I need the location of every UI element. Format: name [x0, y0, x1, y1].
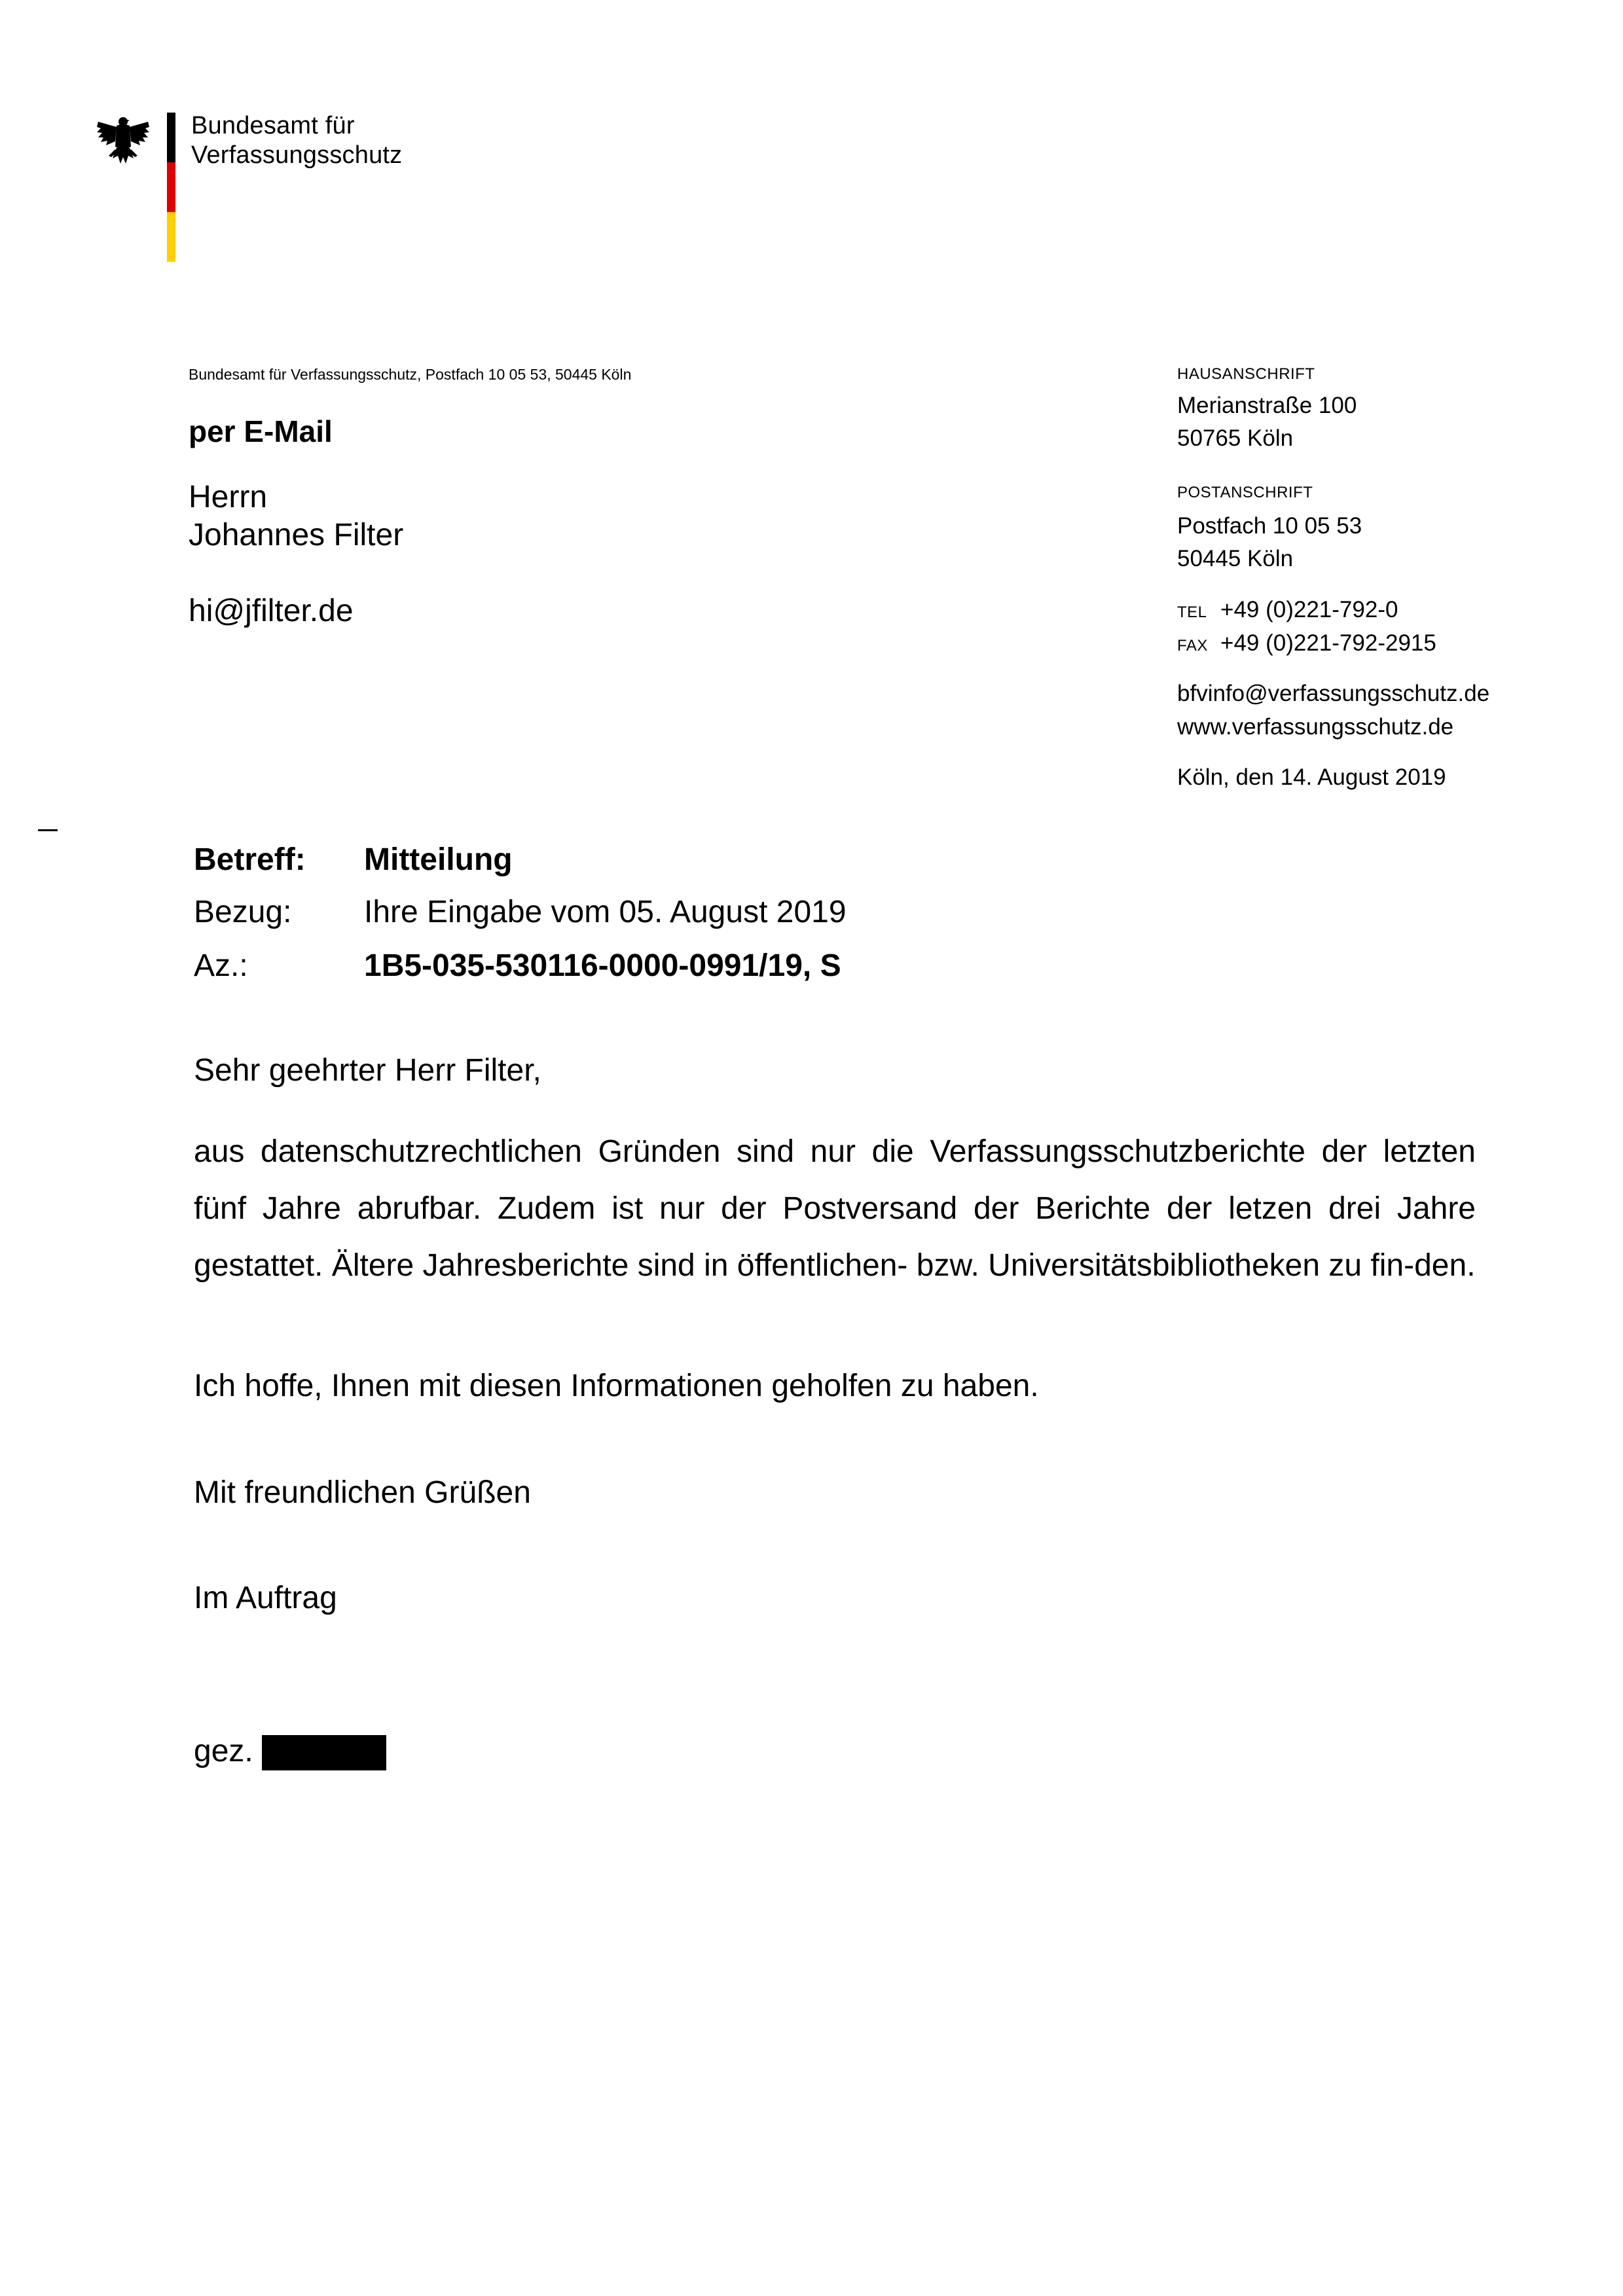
tel-number: +49 (0)221-792-0 — [1220, 597, 1398, 622]
bezug-label: Bezug: — [194, 895, 292, 929]
body-paragraph: aus datenschutzrechtlichen Gründen sind nur die Verfassungsschutzberichte der letzten fünf Jahre abrufbar. Zudem ist nur der Postversand der Berichte der letzen drei Jahre gestattet. Ältere Jahresberichte sind in öffentlichen- bzw. Universitätsbibliotheken zu fin-den. — [194, 1134, 1476, 1283]
postanschrift-label: POSTANSCHRIFT — [1177, 484, 1313, 501]
fax-label: FAX — [1177, 637, 1208, 655]
closing-sentence: Ich hoffe, Ihnen mit diesen Informationen geholfen zu haben. — [194, 1369, 1039, 1403]
tel-label: TEL — [1177, 603, 1207, 621]
post-city: 50445 Köln — [1177, 546, 1294, 571]
recipient-email: hi@jfilter.de — [189, 594, 354, 628]
fax-row — [1177, 630, 1436, 656]
flag-stripe-red — [167, 162, 175, 212]
hausanschrift-label: HAUSANSCHRIFT — [1177, 365, 1315, 383]
betreff-value: Mitteilung — [364, 842, 513, 877]
delivery-method: per E-Mail — [189, 414, 333, 448]
regards: Mit freundlichen Grüßen — [194, 1475, 531, 1510]
redacted-signature-block — [262, 1735, 386, 1770]
flag-stripe-black — [167, 113, 175, 162]
logo-text-line1: Bundesamt für — [191, 112, 355, 139]
im-auftrag: Im Auftrag — [194, 1581, 337, 1615]
contact-website: www.verfassungsschutz.de — [1177, 714, 1454, 740]
contact-email: bfvinfo@verfassungsschutz.de — [1177, 681, 1490, 706]
recipient-salutation: Herrn — [189, 480, 268, 514]
recipient-name: Johannes Filter — [189, 518, 404, 552]
fold-mark — [38, 829, 58, 831]
logo-text-line2: Verfassungsschutz — [191, 141, 403, 169]
az-label: Az.: — [194, 948, 248, 983]
letter-date: Köln, den 14. August 2019 — [1177, 764, 1446, 790]
signature-gez: gez. — [194, 1734, 253, 1768]
flag-stripe-gold — [167, 212, 175, 262]
post-box: Postfach 10 05 53 — [1177, 513, 1362, 539]
haus-city: 50765 Köln — [1177, 425, 1294, 451]
greeting: Sehr geehrter Herr Filter, — [194, 1053, 541, 1088]
federal-eagle-icon — [96, 113, 151, 169]
bezug-value: Ihre Eingabe vom 05. August 2019 — [364, 895, 847, 929]
tel-row — [1177, 597, 1398, 623]
sender-return-address: Bundesamt für Verfassungsschutz, Postfach 10 05 53, 50445 Köln — [189, 366, 632, 383]
haus-street: Merianstraße 100 — [1177, 393, 1357, 418]
fax-number: +49 (0)221-792-2915 — [1220, 630, 1436, 656]
az-value: 1B5-035-530116-0000-0991/19, S — [364, 948, 841, 983]
betreff-label: Betreff: — [194, 842, 306, 877]
